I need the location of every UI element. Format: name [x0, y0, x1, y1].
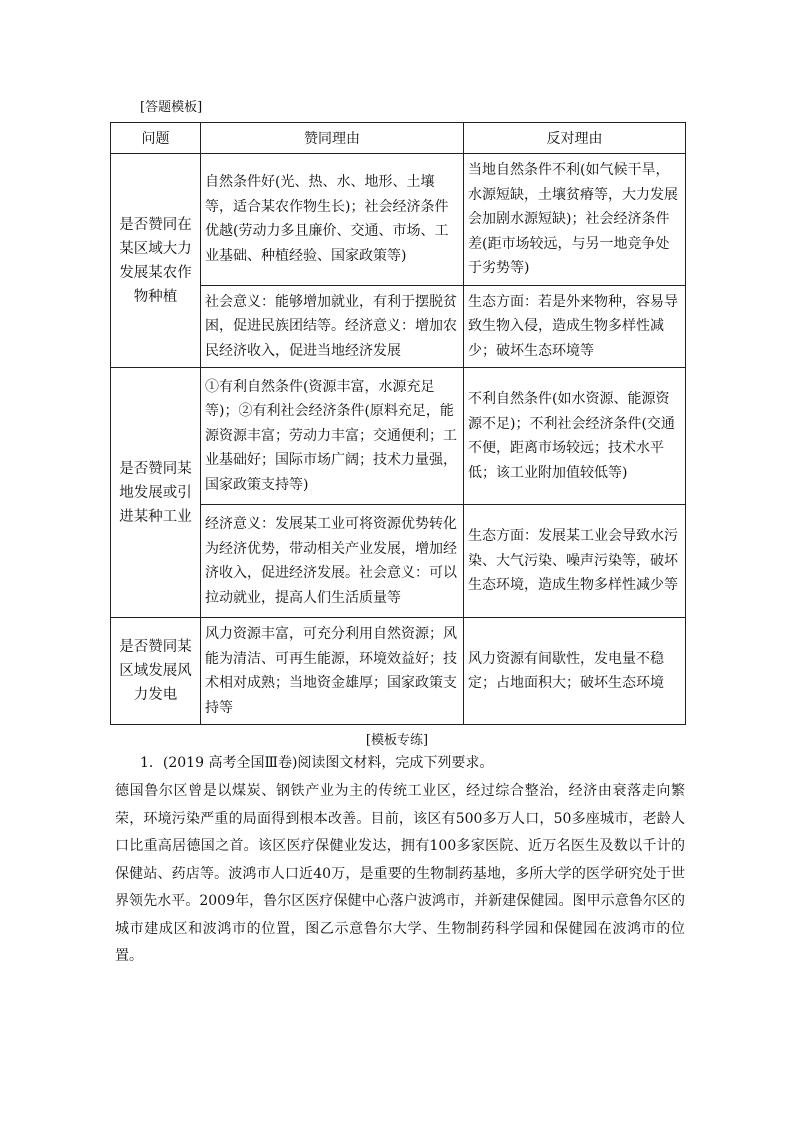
oppose-cell: 风力资源有间歇性，发电量不稳定；占地面积大；破坏生态环境 — [464, 618, 686, 725]
question-cell: 是否赞同在某区域大力发展某农作物种植 — [111, 154, 201, 368]
question-cell: 是否赞同某地发展或引进某种工业 — [111, 368, 201, 618]
support-cell: 自然条件好(光、热、水、地形、土壤等，适合某农作物生长)；社会经济条件优越(劳动力多且廉价、交通、市场、工业基础、种植经验、国家政策等) — [201, 154, 464, 286]
oppose-cell: 生态方面：若是外来物种，容易导致生物入侵，造成生物多样性减少；破坏生态环境等 — [464, 285, 686, 368]
question-cell: 是否赞同某区域发展风力发电 — [111, 618, 201, 725]
header-question: 问题 — [111, 123, 201, 154]
template-section-label: [答题模板] — [140, 100, 203, 115]
support-cell: 风力资源丰富，可充分利用自然资源；风能为清洁、可再生能源，环境效益好；技术相对成熟；当地资金雄厚；国家政策支持等 — [201, 618, 464, 725]
support-cell: 社会意义：能够增加就业，有利于摆脱贫困，促进民族团结等。经济意义：增加农民经济收入，促进当地经济发展 — [201, 285, 464, 368]
oppose-cell: 当地自然条件不利(如气候干旱，水源短缺，土壤贫瘠等，大力发展会加剧水源短缺)；社会经济条件差(距市场较远，与另一地竞争处于劣势等) — [464, 154, 686, 286]
header-support: 赞同理由 — [201, 123, 464, 154]
answer-template-table — [110, 122, 686, 725]
oppose-cell: 生态方面：发展某工业会导致水污染、大气污染、噪声污染等，破坏生态环境，造成生物多样性减少等 — [464, 505, 686, 618]
oppose-cell: 不利自然条件(如水资源、能源资源不足)；不利社会经济条件(交通不便，距离市场较远；技术水平低；该工业附加值较低等) — [464, 368, 686, 505]
support-cell: 经济意义：发展某工业可将资源优势转化为经济优势，带动相关产业发展，增加经济收入，促进经济发展。社会意义：可以拉动就业，提高人们生活质量等 — [201, 505, 464, 618]
practice-section-title: [模板专练] — [365, 733, 429, 748]
material-paragraph: 德国鲁尔区曾是以煤炭、钢铁产业为主的传统工业区，经过综合整治，经济由衰落走向繁荣，环境污染严重的局面得到根本改善。目前，该区有500多万人口，50多座城市，老龄人口比重高居德国之首。该区医疗保健业发达，拥有100多家医院、近万名医生及数以千计的保健站、药店等。波鸿市人口近40万，是重要的生物制药基地，多所大学的医学研究处于世界领先水平。2009年，鲁尔区医疗保健中心落户波鸿市，并新建保健园。图甲示意鲁尔区的城市建成区和波鸿市的位置，图乙示意鲁尔大学、生物制药科学园和保健园在波鸿市的位置。 — [115, 783, 685, 964]
question-intro: 1．(2019 高考全国Ⅲ卷)阅读图文材料，完成下列要求。 — [140, 755, 494, 771]
table-row — [111, 618, 686, 725]
table-header-row — [111, 123, 686, 154]
table-row — [111, 154, 686, 286]
header-oppose: 反对理由 — [464, 123, 686, 154]
support-cell: ①有利自然条件(资源丰富，水源充足等)；②有利社会经济条件(原料充足，能源资源丰富；劳动力丰富；交通便利；工业基础好；国际市场广阔；技术力量强，国家政策支持等) — [201, 368, 464, 505]
table-row — [111, 368, 686, 505]
